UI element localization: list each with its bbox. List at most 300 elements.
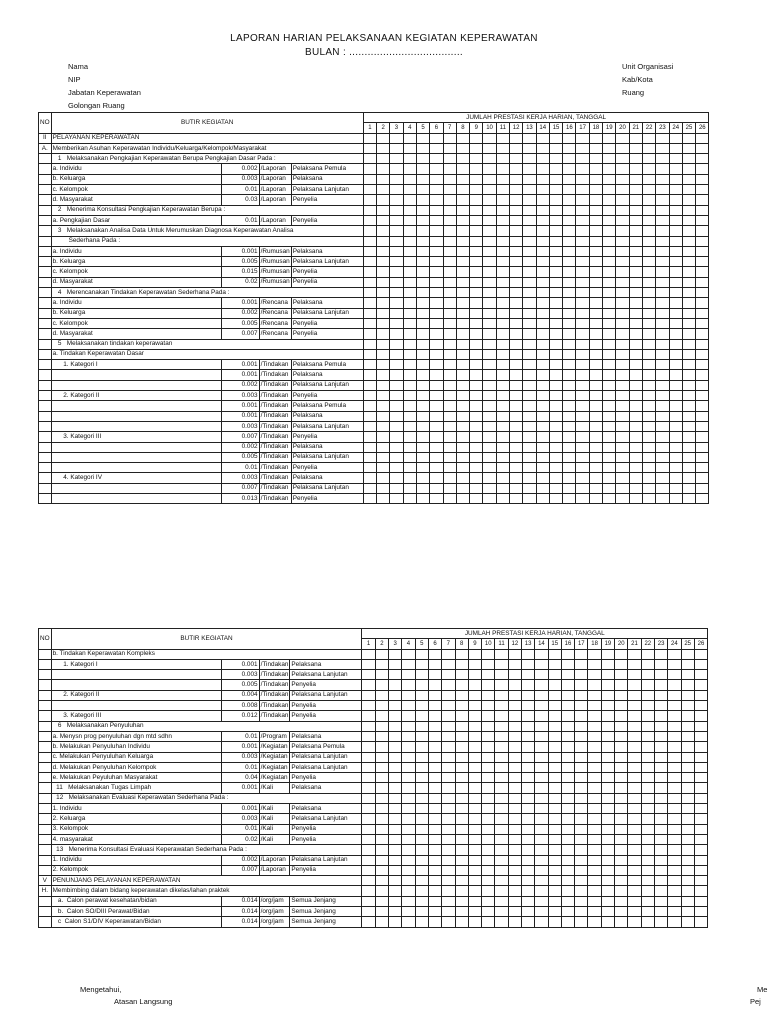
day-cell[interactable]: [510, 308, 523, 318]
day-cell[interactable]: [495, 680, 508, 690]
day-cell[interactable]: [523, 339, 536, 349]
day-cell[interactable]: [443, 360, 456, 370]
day-cell[interactable]: [455, 659, 468, 669]
day-cell[interactable]: [642, 174, 655, 184]
day-cell[interactable]: [521, 701, 534, 711]
day-cell[interactable]: [428, 680, 441, 690]
day-cell[interactable]: [443, 473, 456, 483]
day-cell[interactable]: [443, 215, 456, 225]
day-cell[interactable]: [508, 742, 521, 752]
day-cell[interactable]: [616, 257, 629, 267]
day-cell[interactable]: [468, 804, 481, 814]
day-cell[interactable]: [495, 865, 508, 875]
day-cell[interactable]: [668, 845, 681, 855]
day-cell[interactable]: [642, 154, 655, 164]
day-cell[interactable]: [523, 411, 536, 421]
day-cell[interactable]: [576, 483, 589, 493]
day-cell[interactable]: [629, 236, 642, 246]
day-cell[interactable]: [616, 473, 629, 483]
day-cell[interactable]: [576, 185, 589, 195]
day-cell[interactable]: [521, 731, 534, 741]
day-cell[interactable]: [468, 773, 481, 783]
day-cell[interactable]: [455, 865, 468, 875]
day-cell[interactable]: [575, 721, 588, 731]
day-cell[interactable]: [563, 401, 576, 411]
day-cell[interactable]: [681, 855, 694, 865]
day-cell[interactable]: [576, 360, 589, 370]
day-cell[interactable]: [443, 288, 456, 298]
day-cell[interactable]: [669, 370, 682, 380]
day-cell[interactable]: [588, 680, 601, 690]
day-cell[interactable]: [523, 257, 536, 267]
day-cell[interactable]: [615, 917, 628, 927]
day-cell[interactable]: [642, 329, 655, 339]
day-cell[interactable]: [415, 762, 428, 772]
day-cell[interactable]: [561, 762, 574, 772]
day-cell[interactable]: [416, 143, 429, 153]
day-cell[interactable]: [576, 154, 589, 164]
day-cell[interactable]: [482, 876, 495, 886]
day-cell[interactable]: [548, 752, 561, 762]
day-cell[interactable]: [682, 401, 695, 411]
day-cell[interactable]: [496, 298, 509, 308]
day-cell[interactable]: [576, 195, 589, 205]
day-cell[interactable]: [482, 731, 495, 741]
day-cell[interactable]: [561, 845, 574, 855]
day-cell[interactable]: [495, 670, 508, 680]
day-cell[interactable]: [416, 349, 429, 359]
day-cell[interactable]: [470, 432, 483, 442]
day-cell[interactable]: [508, 896, 521, 906]
day-cell[interactable]: [496, 421, 509, 431]
day-cell[interactable]: [656, 432, 669, 442]
day-cell[interactable]: [402, 690, 415, 700]
day-cell[interactable]: [521, 690, 534, 700]
day-cell[interactable]: [470, 133, 483, 143]
day-cell[interactable]: [442, 876, 455, 886]
day-cell[interactable]: [536, 215, 549, 225]
day-cell[interactable]: [616, 154, 629, 164]
day-cell[interactable]: [563, 133, 576, 143]
day-cell[interactable]: [668, 711, 681, 721]
day-cell[interactable]: [656, 452, 669, 462]
day-cell[interactable]: [628, 659, 641, 669]
day-cell[interactable]: [389, 855, 402, 865]
day-cell[interactable]: [588, 711, 601, 721]
day-cell[interactable]: [468, 711, 481, 721]
day-cell[interactable]: [390, 164, 403, 174]
day-cell[interactable]: [536, 329, 549, 339]
day-cell[interactable]: [628, 762, 641, 772]
day-cell[interactable]: [402, 814, 415, 824]
day-cell[interactable]: [496, 133, 509, 143]
day-cell[interactable]: [629, 226, 642, 236]
day-cell[interactable]: [641, 701, 654, 711]
day-cell[interactable]: [549, 277, 562, 287]
day-cell[interactable]: [521, 896, 534, 906]
day-cell[interactable]: [482, 793, 495, 803]
day-cell[interactable]: [575, 773, 588, 783]
day-cell[interactable]: [403, 452, 416, 462]
day-cell[interactable]: [377, 329, 390, 339]
day-cell[interactable]: [390, 329, 403, 339]
day-cell[interactable]: [495, 731, 508, 741]
day-cell[interactable]: [669, 267, 682, 277]
day-cell[interactable]: [523, 463, 536, 473]
day-cell[interactable]: [694, 855, 707, 865]
day-cell[interactable]: [508, 886, 521, 896]
day-cell[interactable]: [403, 401, 416, 411]
day-cell[interactable]: [561, 896, 574, 906]
day-cell[interactable]: [535, 814, 548, 824]
day-cell[interactable]: [470, 257, 483, 267]
day-cell[interactable]: [508, 783, 521, 793]
day-cell[interactable]: [442, 917, 455, 927]
day-cell[interactable]: [629, 174, 642, 184]
day-cell[interactable]: [696, 432, 709, 442]
day-cell[interactable]: [681, 834, 694, 844]
day-cell[interactable]: [669, 473, 682, 483]
day-cell[interactable]: [416, 329, 429, 339]
day-cell[interactable]: [656, 391, 669, 401]
day-cell[interactable]: [523, 277, 536, 287]
day-cell[interactable]: [521, 783, 534, 793]
day-cell[interactable]: [561, 711, 574, 721]
day-cell[interactable]: [415, 886, 428, 896]
day-cell[interactable]: [470, 246, 483, 256]
day-cell[interactable]: [696, 473, 709, 483]
day-cell[interactable]: [694, 824, 707, 834]
day-cell[interactable]: [390, 236, 403, 246]
day-cell[interactable]: [390, 452, 403, 462]
day-cell[interactable]: [641, 711, 654, 721]
day-cell[interactable]: [549, 391, 562, 401]
day-cell[interactable]: [629, 298, 642, 308]
day-cell[interactable]: [363, 401, 376, 411]
day-cell[interactable]: [601, 721, 614, 731]
day-cell[interactable]: [390, 370, 403, 380]
day-cell[interactable]: [669, 308, 682, 318]
day-cell[interactable]: [496, 442, 509, 452]
day-cell[interactable]: [483, 215, 496, 225]
day-cell[interactable]: [456, 298, 469, 308]
day-cell[interactable]: [588, 659, 601, 669]
day-cell[interactable]: [377, 483, 390, 493]
day-cell[interactable]: [575, 865, 588, 875]
day-cell[interactable]: [656, 195, 669, 205]
day-cell[interactable]: [377, 349, 390, 359]
day-cell[interactable]: [629, 463, 642, 473]
day-cell[interactable]: [389, 752, 402, 762]
day-cell[interactable]: [603, 226, 616, 236]
day-cell[interactable]: [641, 649, 654, 659]
day-cell[interactable]: [455, 804, 468, 814]
day-cell[interactable]: [430, 185, 443, 195]
day-cell[interactable]: [377, 298, 390, 308]
day-cell[interactable]: [548, 855, 561, 865]
day-cell[interactable]: [628, 896, 641, 906]
day-cell[interactable]: [496, 339, 509, 349]
day-cell[interactable]: [402, 917, 415, 927]
day-cell[interactable]: [561, 865, 574, 875]
day-cell[interactable]: [495, 742, 508, 752]
day-cell[interactable]: [576, 277, 589, 287]
day-cell[interactable]: [696, 143, 709, 153]
day-cell[interactable]: [415, 804, 428, 814]
day-cell[interactable]: [694, 896, 707, 906]
day-cell[interactable]: [654, 896, 667, 906]
day-cell[interactable]: [496, 318, 509, 328]
day-cell[interactable]: [641, 876, 654, 886]
day-cell[interactable]: [363, 370, 376, 380]
day-cell[interactable]: [521, 659, 534, 669]
day-cell[interactable]: [681, 917, 694, 927]
day-cell[interactable]: [549, 205, 562, 215]
day-cell[interactable]: [455, 783, 468, 793]
day-cell[interactable]: [470, 318, 483, 328]
day-cell[interactable]: [523, 164, 536, 174]
day-cell[interactable]: [375, 834, 388, 844]
day-cell[interactable]: [696, 308, 709, 318]
day-cell[interactable]: [483, 349, 496, 359]
day-cell[interactable]: [482, 824, 495, 834]
day-cell[interactable]: [601, 855, 614, 865]
day-cell[interactable]: [363, 329, 376, 339]
day-cell[interactable]: [403, 246, 416, 256]
day-cell[interactable]: [483, 483, 496, 493]
day-cell[interactable]: [642, 442, 655, 452]
day-cell[interactable]: [403, 277, 416, 287]
day-cell[interactable]: [628, 680, 641, 690]
day-cell[interactable]: [470, 370, 483, 380]
day-cell[interactable]: [561, 814, 574, 824]
day-cell[interactable]: [615, 649, 628, 659]
day-cell[interactable]: [416, 164, 429, 174]
day-cell[interactable]: [603, 380, 616, 390]
day-cell[interactable]: [456, 277, 469, 287]
day-cell[interactable]: [390, 493, 403, 503]
day-cell[interactable]: [656, 164, 669, 174]
day-cell[interactable]: [416, 257, 429, 267]
day-cell[interactable]: [456, 339, 469, 349]
day-cell[interactable]: [656, 380, 669, 390]
day-cell[interactable]: [402, 865, 415, 875]
day-cell[interactable]: [548, 917, 561, 927]
day-cell[interactable]: [615, 855, 628, 865]
day-cell[interactable]: [616, 442, 629, 452]
day-cell[interactable]: [548, 670, 561, 680]
day-cell[interactable]: [628, 855, 641, 865]
day-cell[interactable]: [442, 793, 455, 803]
day-cell[interactable]: [403, 483, 416, 493]
day-cell[interactable]: [523, 360, 536, 370]
day-cell[interactable]: [563, 452, 576, 462]
day-cell[interactable]: [563, 432, 576, 442]
day-cell[interactable]: [390, 442, 403, 452]
day-cell[interactable]: [468, 680, 481, 690]
day-cell[interactable]: [415, 907, 428, 917]
day-cell[interactable]: [428, 907, 441, 917]
day-cell[interactable]: [443, 195, 456, 205]
day-cell[interactable]: [696, 215, 709, 225]
day-cell[interactable]: [549, 329, 562, 339]
day-cell[interactable]: [377, 133, 390, 143]
day-cell[interactable]: [389, 834, 402, 844]
day-cell[interactable]: [696, 257, 709, 267]
day-cell[interactable]: [377, 154, 390, 164]
day-cell[interactable]: [536, 277, 549, 287]
day-cell[interactable]: [589, 205, 602, 215]
day-cell[interactable]: [416, 432, 429, 442]
day-cell[interactable]: [601, 804, 614, 814]
day-cell[interactable]: [456, 288, 469, 298]
day-cell[interactable]: [669, 215, 682, 225]
day-cell[interactable]: [510, 391, 523, 401]
day-cell[interactable]: [629, 257, 642, 267]
day-cell[interactable]: [682, 339, 695, 349]
day-cell[interactable]: [523, 288, 536, 298]
day-cell[interactable]: [496, 411, 509, 421]
day-cell[interactable]: [535, 804, 548, 814]
day-cell[interactable]: [510, 154, 523, 164]
day-cell[interactable]: [483, 391, 496, 401]
day-cell[interactable]: [616, 360, 629, 370]
day-cell[interactable]: [603, 185, 616, 195]
day-cell[interactable]: [482, 711, 495, 721]
day-cell[interactable]: [390, 432, 403, 442]
day-cell[interactable]: [682, 236, 695, 246]
day-cell[interactable]: [576, 236, 589, 246]
day-cell[interactable]: [536, 195, 549, 205]
day-cell[interactable]: [575, 731, 588, 741]
day-cell[interactable]: [696, 133, 709, 143]
day-cell[interactable]: [641, 721, 654, 731]
day-cell[interactable]: [682, 329, 695, 339]
day-cell[interactable]: [575, 752, 588, 762]
day-cell[interactable]: [561, 907, 574, 917]
day-cell[interactable]: [470, 411, 483, 421]
day-cell[interactable]: [629, 432, 642, 442]
day-cell[interactable]: [575, 680, 588, 690]
day-cell[interactable]: [589, 452, 602, 462]
day-cell[interactable]: [696, 195, 709, 205]
day-cell[interactable]: [696, 411, 709, 421]
day-cell[interactable]: [628, 731, 641, 741]
day-cell[interactable]: [668, 917, 681, 927]
day-cell[interactable]: [536, 288, 549, 298]
day-cell[interactable]: [430, 391, 443, 401]
day-cell[interactable]: [523, 298, 536, 308]
day-cell[interactable]: [362, 834, 375, 844]
day-cell[interactable]: [628, 917, 641, 927]
day-cell[interactable]: [442, 804, 455, 814]
day-cell[interactable]: [576, 473, 589, 483]
day-cell[interactable]: [470, 277, 483, 287]
day-cell[interactable]: [561, 690, 574, 700]
day-cell[interactable]: [403, 257, 416, 267]
day-cell[interactable]: [415, 701, 428, 711]
day-cell[interactable]: [615, 804, 628, 814]
day-cell[interactable]: [682, 473, 695, 483]
day-cell[interactable]: [535, 876, 548, 886]
day-cell[interactable]: [416, 195, 429, 205]
day-cell[interactable]: [694, 742, 707, 752]
day-cell[interactable]: [696, 174, 709, 184]
day-cell[interactable]: [456, 143, 469, 153]
day-cell[interactable]: [642, 411, 655, 421]
day-cell[interactable]: [536, 452, 549, 462]
day-cell[interactable]: [508, 876, 521, 886]
day-cell[interactable]: [603, 236, 616, 246]
day-cell[interactable]: [390, 215, 403, 225]
day-cell[interactable]: [521, 793, 534, 803]
day-cell[interactable]: [389, 690, 402, 700]
day-cell[interactable]: [615, 865, 628, 875]
day-cell[interactable]: [575, 845, 588, 855]
day-cell[interactable]: [375, 773, 388, 783]
day-cell[interactable]: [377, 463, 390, 473]
day-cell[interactable]: [428, 752, 441, 762]
day-cell[interactable]: [415, 855, 428, 865]
day-cell[interactable]: [642, 483, 655, 493]
day-cell[interactable]: [482, 865, 495, 875]
day-cell[interactable]: [615, 886, 628, 896]
day-cell[interactable]: [681, 711, 694, 721]
day-cell[interactable]: [403, 432, 416, 442]
day-cell[interactable]: [641, 896, 654, 906]
day-cell[interactable]: [575, 742, 588, 752]
day-cell[interactable]: [656, 442, 669, 452]
day-cell[interactable]: [428, 711, 441, 721]
day-cell[interactable]: [390, 246, 403, 256]
day-cell[interactable]: [402, 824, 415, 834]
day-cell[interactable]: [682, 298, 695, 308]
day-cell[interactable]: [377, 318, 390, 328]
day-cell[interactable]: [654, 855, 667, 865]
day-cell[interactable]: [456, 226, 469, 236]
day-cell[interactable]: [389, 762, 402, 772]
day-cell[interactable]: [575, 690, 588, 700]
day-cell[interactable]: [483, 267, 496, 277]
day-cell[interactable]: [362, 670, 375, 680]
day-cell[interactable]: [628, 721, 641, 731]
day-cell[interactable]: [549, 380, 562, 390]
day-cell[interactable]: [603, 493, 616, 503]
day-cell[interactable]: [390, 257, 403, 267]
day-cell[interactable]: [483, 174, 496, 184]
day-cell[interactable]: [654, 824, 667, 834]
day-cell[interactable]: [548, 845, 561, 855]
day-cell[interactable]: [588, 855, 601, 865]
day-cell[interactable]: [443, 380, 456, 390]
day-cell[interactable]: [681, 783, 694, 793]
day-cell[interactable]: [521, 762, 534, 772]
day-cell[interactable]: [641, 690, 654, 700]
day-cell[interactable]: [629, 493, 642, 503]
day-cell[interactable]: [656, 401, 669, 411]
day-cell[interactable]: [456, 195, 469, 205]
day-cell[interactable]: [535, 711, 548, 721]
day-cell[interactable]: [668, 824, 681, 834]
day-cell[interactable]: [669, 411, 682, 421]
day-cell[interactable]: [576, 380, 589, 390]
day-cell[interactable]: [682, 432, 695, 442]
day-cell[interactable]: [496, 391, 509, 401]
day-cell[interactable]: [442, 670, 455, 680]
day-cell[interactable]: [601, 680, 614, 690]
day-cell[interactable]: [561, 659, 574, 669]
day-cell[interactable]: [563, 421, 576, 431]
